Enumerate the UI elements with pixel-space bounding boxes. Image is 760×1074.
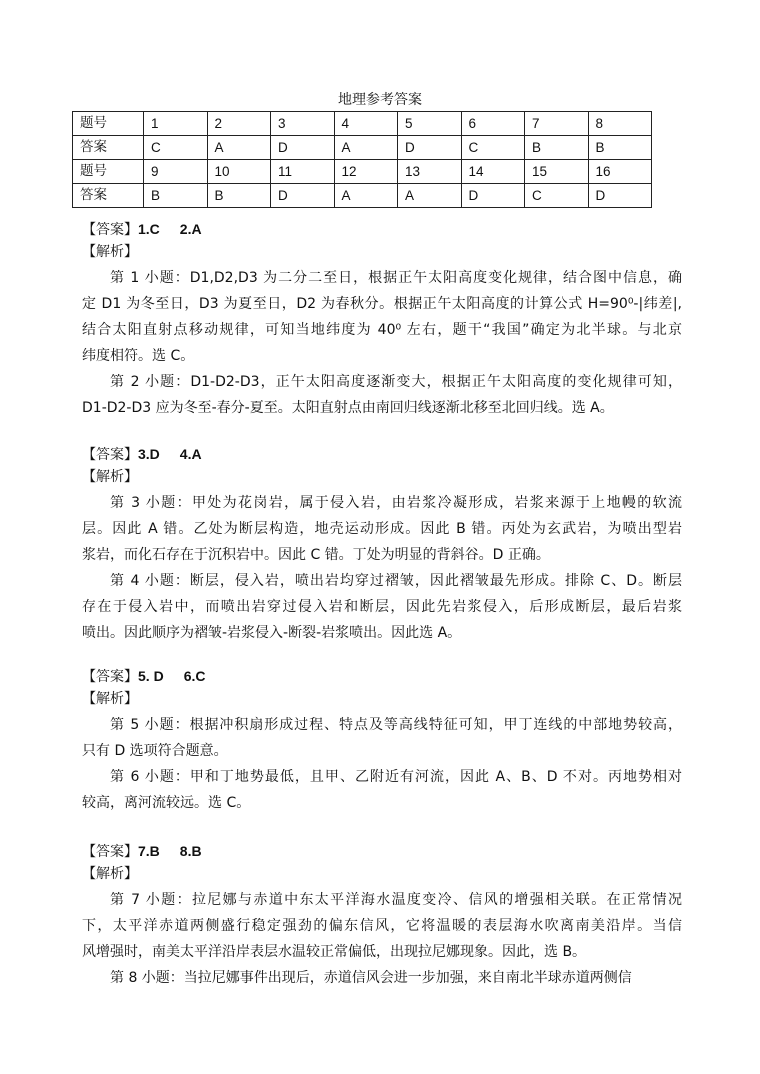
explanation-line: 第 2 小题：D1-D2-D3，正午太阳高度逐渐变大，根据正午太阳高度的变化规律可知， xyxy=(110,374,682,390)
table-cell: A xyxy=(398,184,462,208)
answer-value: 1.C xyxy=(138,221,160,237)
table-cell: C xyxy=(144,136,208,160)
table-cell: 13 xyxy=(398,160,462,184)
table-cell: 3 xyxy=(271,112,335,136)
explanation-line: 下，太平洋赤道两侧盛行稳定强劲的偏东信风，它将温暖的表层海水吹离南美沿岸。当信 xyxy=(82,918,682,934)
table-cell: 14 xyxy=(461,160,525,184)
row-label: 答案 xyxy=(73,184,144,208)
table-cell: D xyxy=(271,136,335,160)
explanation-line: 浆岩，而化石存在于沉积岩中。因此 C 错。丁处为明显的背斜谷。D 正确。 xyxy=(82,547,550,563)
table-cell: B xyxy=(525,136,589,160)
table-cell: 16 xyxy=(588,160,652,184)
table-row xyxy=(73,136,652,160)
answer-heading xyxy=(82,443,682,466)
explanation-line: 第 3 小题：甲处为花岗岩，属于侵入岩，由岩浆冷凝形成，岩浆来源于上地幔的软流 xyxy=(110,495,682,511)
answer-value: 5. D xyxy=(138,668,164,684)
explanation-line: 定 D1 为冬至日，D3 为夏至日，D2 为春秋分。根据正午太阳高度的计算公式 H=90⁰-|纬差|, xyxy=(82,296,682,312)
explanation-line: 风增强时，南美太平洋沿岸表层水温较正常偏低，出现拉尼娜现象。因此，选 B。 xyxy=(82,944,587,960)
table-cell: 11 xyxy=(271,160,335,184)
table-cell: 6 xyxy=(461,112,525,136)
explanation-line: D1-D2-D3 应为冬至-春分-夏至。太阳直射点由南回归线逐渐北移至北回归线。选 A。 xyxy=(82,400,614,416)
answer-value: 8.B xyxy=(179,843,202,859)
row-label: 题号 xyxy=(73,112,144,136)
table-cell: 8 xyxy=(588,112,652,136)
row-label: 答案 xyxy=(73,136,144,160)
table-cell: 9 xyxy=(144,160,208,184)
explanation-line: 第 4 小题：断层，侵入岩，喷出岩均穿过褶皱，因此褶皱最先形成。排除 C、D。断层 xyxy=(110,573,682,589)
table-cell: D xyxy=(271,184,335,208)
answer-section xyxy=(82,443,682,646)
table-cell: D xyxy=(398,136,462,160)
explanation-line: 第 1 小题：D1,D2,D3 为二分二至日，根据正午太阳高度变化规律，结合图中信息，确 xyxy=(110,270,682,286)
table-cell: D xyxy=(588,184,652,208)
analysis-label: 【解析】 xyxy=(82,244,138,260)
answer-label: 【答案】 xyxy=(82,844,138,860)
explanation-line: 喷出。因此顺序为褶皱-岩浆侵入-断裂-岩浆喷出。因此选 A。 xyxy=(82,625,462,641)
table-cell: C xyxy=(461,136,525,160)
table-cell: B xyxy=(588,136,652,160)
answer-heading xyxy=(82,840,682,863)
answer-value: 2.A xyxy=(179,221,202,237)
explanation-line: 存在于侵入岩中，而喷出岩穿过侵入岩和断层，因此先岩浆侵入，后形成断层，最后岩浆 xyxy=(82,599,682,615)
explanation-line: 纬度相符。选 C。 xyxy=(82,348,195,364)
answer-heading xyxy=(82,665,682,688)
explanation-line: 层。因此 A 错。乙处为断层构造，地壳运动形成。因此 B 错。丙处为玄武岩，为喷出型岩 xyxy=(82,521,682,537)
table-cell: 7 xyxy=(525,112,589,136)
answer-heading xyxy=(82,218,682,241)
analysis-label: 【解析】 xyxy=(82,469,138,485)
explanation-line: 较高，离河流较远。选 C。 xyxy=(82,795,251,811)
answer-value: 4.A xyxy=(179,446,202,462)
table-cell: B xyxy=(207,184,271,208)
explanation-line: 第 7 小题：拉尼娜与赤道中东太平洋海水温度变冷、信风的增强相关联。在正常情况 xyxy=(110,892,682,908)
answer-section xyxy=(82,665,682,816)
table-cell: 15 xyxy=(525,160,589,184)
table-cell: 2 xyxy=(207,112,271,136)
answer-label: 【答案】 xyxy=(82,669,138,685)
table-row xyxy=(73,112,652,136)
table-cell: C xyxy=(525,184,589,208)
table-cell: A xyxy=(207,136,271,160)
analysis-label: 【解析】 xyxy=(82,691,138,707)
explanation-line: 第 8 小题：当拉尼娜事件出现后，赤道信风会进一步加强，来自南北半球赤道两侧信 xyxy=(110,970,632,986)
answer-label: 【答案】 xyxy=(82,447,138,463)
analysis-label: 【解析】 xyxy=(82,866,138,882)
row-label: 题号 xyxy=(73,160,144,184)
explanation-line: 只有 D 选项符合题意。 xyxy=(82,743,228,759)
table-cell: 10 xyxy=(207,160,271,184)
table-cell: B xyxy=(144,184,208,208)
table-row xyxy=(73,184,652,208)
table-row xyxy=(73,160,652,184)
answer-table xyxy=(72,111,652,208)
answer-value: 3.D xyxy=(138,446,160,462)
table-cell: 12 xyxy=(334,160,398,184)
explanation-line: 结合太阳直射点移动规律，可知当地纬度为 40⁰ 左右，题干“我国”确定为北半球。与北京 xyxy=(82,322,682,338)
table-cell: A xyxy=(334,136,398,160)
answer-label: 【答案】 xyxy=(82,222,138,238)
answer-value: 7.B xyxy=(138,843,160,859)
page-title: 地理参考答案 xyxy=(338,92,422,108)
explanation-line: 第 5 小题：根据冲积扇形成过程、特点及等高线特征可知，甲丁连线的中部地势较高， xyxy=(110,717,682,733)
answer-section xyxy=(82,218,682,421)
table-cell: D xyxy=(461,184,525,208)
answer-value: 6.C xyxy=(183,668,206,684)
table-cell: 1 xyxy=(144,112,208,136)
table-cell: 4 xyxy=(334,112,398,136)
table-cell: A xyxy=(334,184,398,208)
answer-section xyxy=(82,840,682,991)
table-cell: 5 xyxy=(398,112,462,136)
explanation-line: 第 6 小题：甲和丁地势最低，且甲、乙附近有河流，因此 A、B、D 不对。丙地势相对 xyxy=(110,769,682,785)
